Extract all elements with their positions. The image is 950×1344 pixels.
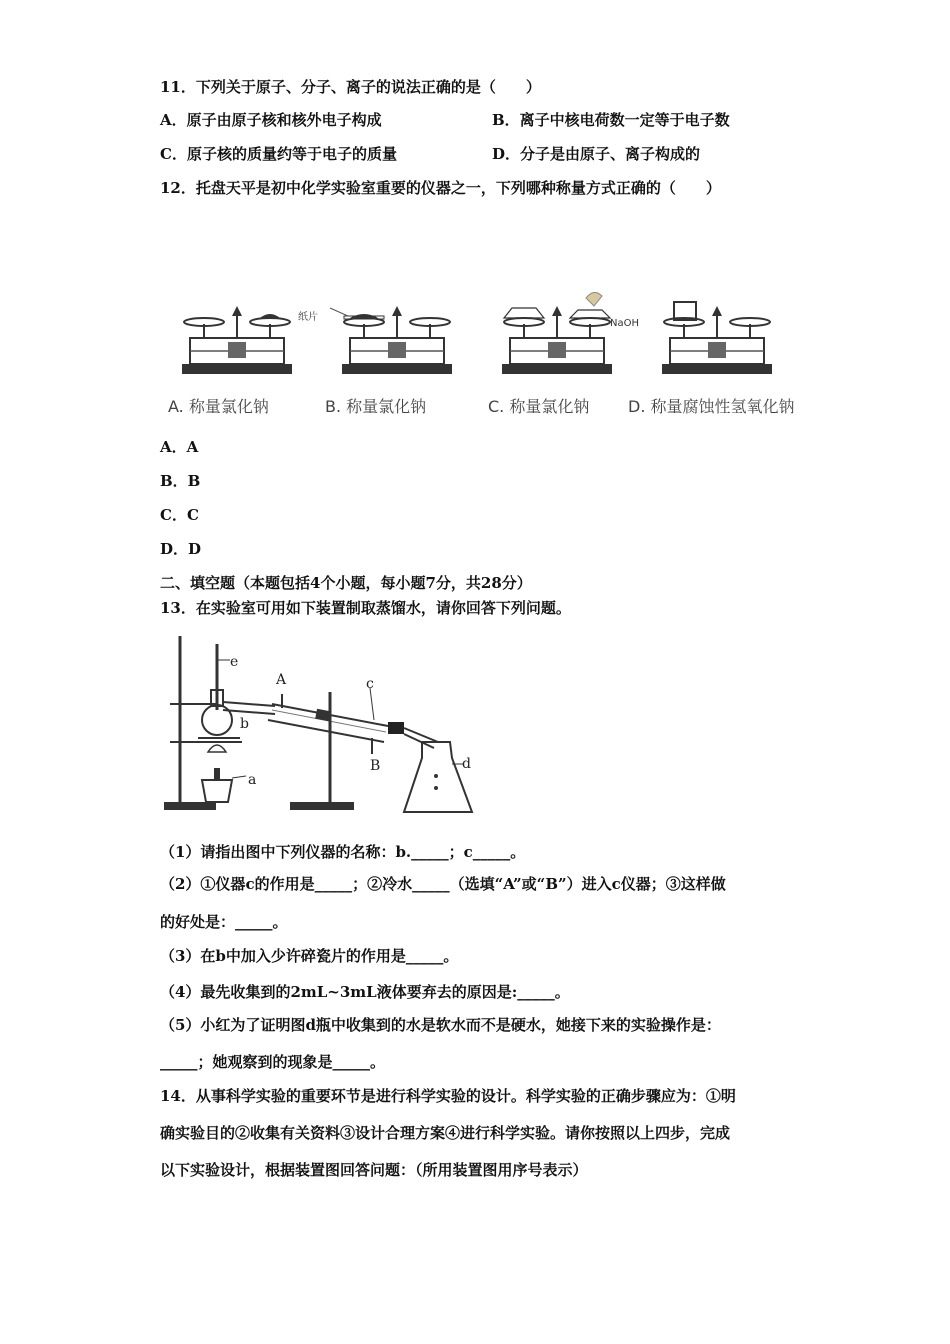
distillation-figure (160, 630, 480, 820)
label-B: B (370, 758, 381, 774)
q12-option-a[interactable]: A．A (160, 438, 199, 456)
q13-line-2: （2）①仪器c的作用是_____；②冷水_____（选填“A”或“B”）进入c仪器；③这样做 (160, 875, 726, 893)
q14-line-2: 确实验目的②收集有关资料③设计合理方案④进行科学实验。请你按照以上四步，完成 (160, 1124, 731, 1142)
q13-line-6: （5）小红为了证明图d瓶中收集到的水是软水而不是硬水，她接下来的实验操作是： (160, 1016, 721, 1034)
q12-option-c[interactable]: C．C (160, 506, 199, 524)
label-e: e (230, 654, 239, 670)
balance-a (182, 306, 292, 374)
balance-b (330, 306, 452, 374)
q12-stem: 12．托盘天平是初中化学实验室重要的仪器之一，下列哪种称量方式正确的（ ） (160, 179, 721, 197)
q13-line-4: （3）在b中加入少许碎瓷片的作用是_____。 (160, 947, 459, 965)
label-naoh: NaOH (610, 318, 639, 329)
q14-line-1: 14．从事科学实验的重要环节是进行科学实验的设计。科学实验的正确步骤应为：①明 (160, 1087, 736, 1105)
q14-line-3: 以下实验设计，根据装置图回答问题：（所用装置图用序号表示） (160, 1161, 588, 1179)
section-title: 二、填空题（本题包括4个小题，每小题7分，共28分） (160, 574, 532, 592)
q11-stem: 11．下列关于原子、分子、离子的说法正确的是（ ） (160, 78, 541, 96)
q11-option-c[interactable]: C．原子核的质量约等于电子的质量 (160, 145, 397, 163)
q13-line-7: _____；她观察到的现象是_____。 (160, 1053, 386, 1071)
label-A: A (276, 672, 287, 688)
label-d: d (462, 756, 471, 772)
q13-line-3: 的好处是：_____。 (160, 913, 288, 931)
q12-option-b[interactable]: B．B (160, 472, 201, 490)
caption-c: C. 称量氯化钠 (488, 397, 590, 416)
q13-line-1: （1）请指出图中下列仪器的名称：b._____；c_____。 (160, 843, 526, 861)
label-paper: 纸片 (298, 312, 318, 323)
label-a: a (248, 772, 257, 788)
q11-option-a[interactable]: A．原子由原子核和核外电子构成 (160, 111, 382, 129)
caption-a: A. 称量氯化钠 (168, 397, 269, 416)
q11-option-d[interactable]: D．分子是由原子、离子构成的 (492, 145, 701, 163)
q13-line-5: （4）最先收集到的2mL~3mL液体要弃去的原因是:_____。 (160, 983, 570, 1001)
caption-b: B. 称量氯化钠 (325, 397, 427, 416)
q13-stem: 13．在实验室可用如下装置制取蒸馏水，请你回答下列问题。 (160, 599, 571, 617)
balance-c (502, 292, 612, 374)
balance-d (662, 302, 772, 374)
balance-figure (160, 288, 810, 423)
q11-option-b[interactable]: B．离子中核电荷数一定等于电子数 (492, 111, 730, 129)
label-c: c (366, 676, 374, 692)
q12-option-d[interactable]: D．D (160, 540, 202, 558)
caption-d: D. 称量腐蚀性氢氧化钠 (628, 397, 795, 416)
label-b: b (240, 716, 249, 732)
